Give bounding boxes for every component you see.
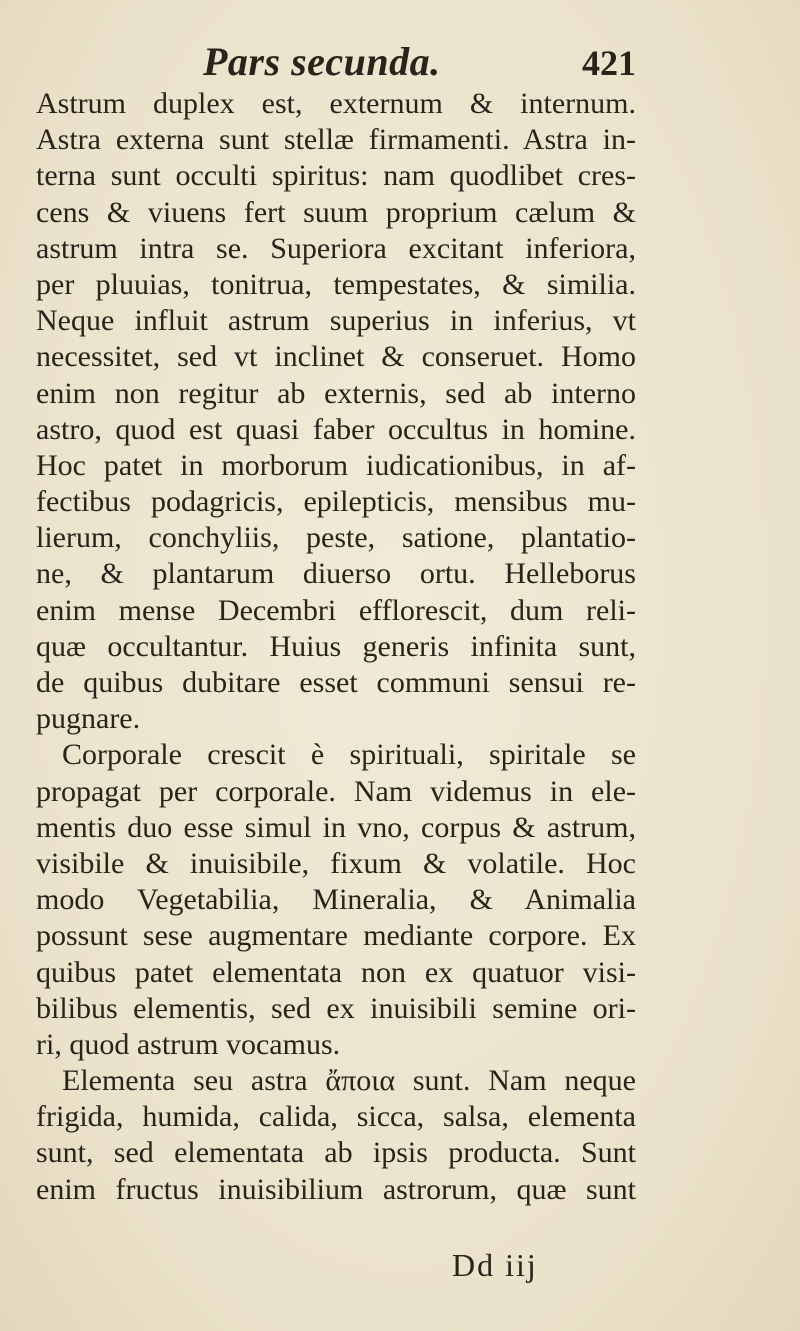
text-line: enim mense Decembri efflorescit, dum reli- — [36, 593, 636, 627]
text-line: ne, & plantarum diuerso ortu. Helleborus — [36, 557, 636, 591]
text-line: enim fructus inuisibilium astrorum, quæ sunt — [36, 1172, 636, 1206]
paragraph-end-line: pugnare. — [36, 702, 141, 736]
text-line: quæ occultantur. Huius generis infinita sunt, — [36, 629, 636, 663]
text-line: enim non regitur ab externis, sed ab interno — [36, 376, 636, 410]
paragraph-end-line: ri, quod astrum vocamus. — [36, 1027, 341, 1061]
text-line: Astrum duplex est, externum & internum. — [36, 87, 636, 120]
text-line: fectibus podagricis, epilepticis, mensibus mu- — [36, 485, 636, 519]
text-line: necessitet, sed vt inclinet & conseruet. Homo — [36, 340, 636, 374]
text-line: quibus patet elementata non ex quatuor visi- — [36, 955, 636, 989]
text-line: Hoc patet in morborum iudicationibus, in af- — [36, 448, 636, 482]
text-line: bilibus elementis, sed ex inuisibili semine ori- — [36, 991, 636, 1025]
text-line: lierum, conchyliis, peste, satione, plantatio- — [36, 521, 636, 555]
text-line: mentis duo esse simul in vno, corpus & astrum, — [36, 810, 636, 844]
text-line: astrum intra se. Superiora excitant inferiora, — [36, 231, 636, 265]
signature-mark: Dd iij — [452, 1247, 538, 1283]
text-line: sunt, sed elementata ab ipsis producta. Sunt — [36, 1136, 636, 1170]
page-header — [0, 38, 800, 88]
text-line: propagat per corporale. Nam videmus in ele- — [36, 774, 636, 808]
text-line: cens & viuens fert suum proprium cælum & — [36, 195, 636, 229]
text-line: Neque influit astrum superius in inferius, vt — [36, 304, 636, 338]
page-number: 421 — [582, 43, 636, 83]
paragraph-start-line: Elementa seu astra ἄποια sunt. Nam neque — [62, 1064, 636, 1098]
text-line: frigida, humida, calida, sicca, salsa, elementa — [36, 1100, 636, 1134]
text-line: visibile & inuisibile, fixum & volatile. Hoc — [36, 846, 636, 880]
text-line: possunt sese augmentare mediante corpore. Ex — [36, 919, 636, 953]
text-line: per pluuias, tonitrua, tempestates, & similia. — [36, 267, 636, 301]
running-head: Pars secunda. — [203, 39, 441, 84]
text-line: de quibus dubitare esset communi sensui re- — [36, 666, 636, 699]
paragraph-start-line: Corporale crescit è spirituali, spiritale se — [62, 738, 636, 772]
text-line: astro, quod est quasi faber occultus in homine. — [36, 412, 636, 446]
text-line: modo Vegetabilia, Mineralia, & Animalia — [36, 883, 636, 917]
text-line: Astra externa sunt stellæ firmamenti. Astra in- — [36, 123, 636, 157]
body-text — [36, 86, 636, 1208]
text-line: terna sunt occulti spiritus: nam quodlibet cres- — [36, 159, 636, 193]
